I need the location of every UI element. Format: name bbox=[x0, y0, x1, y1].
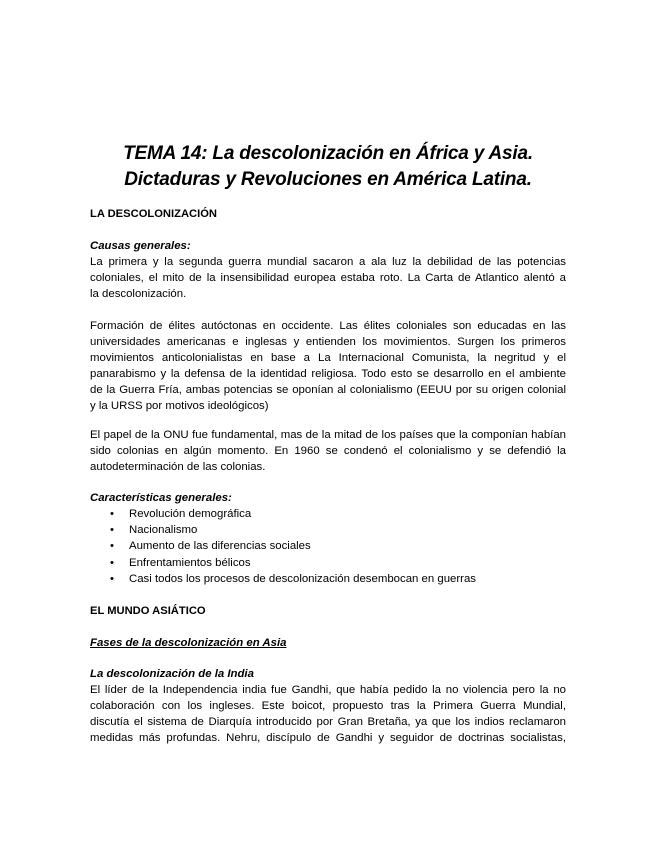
paragraph-line: La primera y la segunda guerra mundial sacaron a ala luz la debilidad de las potencias bbox=[90, 256, 566, 268]
paragraph-line: panarabismo y la defensa de la identidad religiosa. Todo esto se desarrollo en el ambiente bbox=[90, 368, 566, 380]
paragraph-line: medidas más profundas. Nehru, discípulo de Gandhi y seguidor de doctrinas socialistas, bbox=[90, 732, 566, 744]
features-list bbox=[110, 506, 550, 587]
features-heading: Características generales: bbox=[90, 492, 232, 504]
causes-paragraph-1 bbox=[90, 254, 566, 302]
list-item bbox=[110, 571, 550, 587]
title-line-1: TEMA 14: La descolonización en África y Asia. bbox=[123, 143, 533, 164]
paragraph-line: de la Guerra Fría, ambas potencias se oponían al colonialismo (EEUU por su origen colonial bbox=[90, 384, 566, 396]
bullet-icon: • bbox=[110, 556, 114, 569]
list-item bbox=[110, 555, 550, 571]
list-item bbox=[110, 538, 550, 554]
list-item-text: Aumento de las diferencias sociales bbox=[129, 540, 311, 553]
paragraph-line: discutía el sistema de Diarquía introducido por Gran Bretaña, ya que los indios reclamaron bbox=[90, 716, 566, 728]
paragraph-line: y la URSS por motivos ideológicos) bbox=[90, 400, 269, 412]
causes-heading: Causas generales: bbox=[90, 240, 191, 252]
paragraph-line: Formación de élites autóctonas en occidente. Las élites coloniales son educadas en las bbox=[90, 320, 566, 332]
paragraph-line: El papel de la ONU fue fundamental, mas de la mitad de los países que la componían habían bbox=[90, 429, 566, 441]
section-heading-descolonizacion: LA DESCOLONIZACIÓN bbox=[90, 208, 217, 220]
paragraph-line: movimientos anticolonialistas en base a La Internacional Comunista, la negritud y el bbox=[90, 352, 566, 364]
bullet-icon: • bbox=[110, 524, 114, 537]
title-line-2: Dictaduras y Revoluciones en América Latina. bbox=[124, 169, 532, 190]
paragraph-line: coloniales, el mito de la insensibilidad europea estaba roto. La Carta de Atlantico alentó a bbox=[90, 272, 566, 284]
document-title bbox=[90, 141, 566, 193]
paragraph-line: la descolonización. bbox=[90, 288, 187, 300]
phases-heading: Fases de la descolonización en Asia bbox=[90, 637, 287, 649]
paragraph-line: colaboración con los ingleses. Este boicot, propuesto tras la Primera Guerra Mundial, bbox=[90, 700, 566, 712]
list-item-text: Nacionalismo bbox=[129, 524, 198, 537]
list-item-text: Casi todos los procesos de descolonización desembocan en guerras bbox=[129, 572, 476, 585]
list-item-text: Revolución demográfica bbox=[129, 508, 252, 520]
list-item bbox=[110, 522, 550, 538]
list-item-text: Enfrentamientos bélicos bbox=[129, 556, 251, 569]
india-heading: La descolonización de la India bbox=[90, 668, 254, 680]
paragraph-line: universidades americanas e inglesas y entienden los movimientos. Surgen los primeros bbox=[90, 336, 566, 348]
paragraph-line: sido colonias en algún momento. En 1960 se condenó el colonialismo y se defendió la bbox=[90, 445, 566, 457]
paragraph-line: El líder de la Independencia india fue Gandhi, que había pedido la no violencia pero la no bbox=[90, 684, 566, 696]
bullet-icon: • bbox=[110, 572, 114, 585]
list-item bbox=[110, 506, 550, 522]
bullet-icon: • bbox=[110, 540, 114, 553]
section-heading-mundo-asiatico: EL MUNDO ASIÁTICO bbox=[90, 605, 206, 617]
causes-paragraph-2 bbox=[90, 318, 566, 414]
paragraph-line: autodeterminación de las colonias. bbox=[90, 461, 266, 473]
india-paragraph bbox=[90, 682, 566, 746]
causes-paragraph-3 bbox=[90, 427, 566, 475]
bullet-icon: • bbox=[110, 508, 114, 520]
